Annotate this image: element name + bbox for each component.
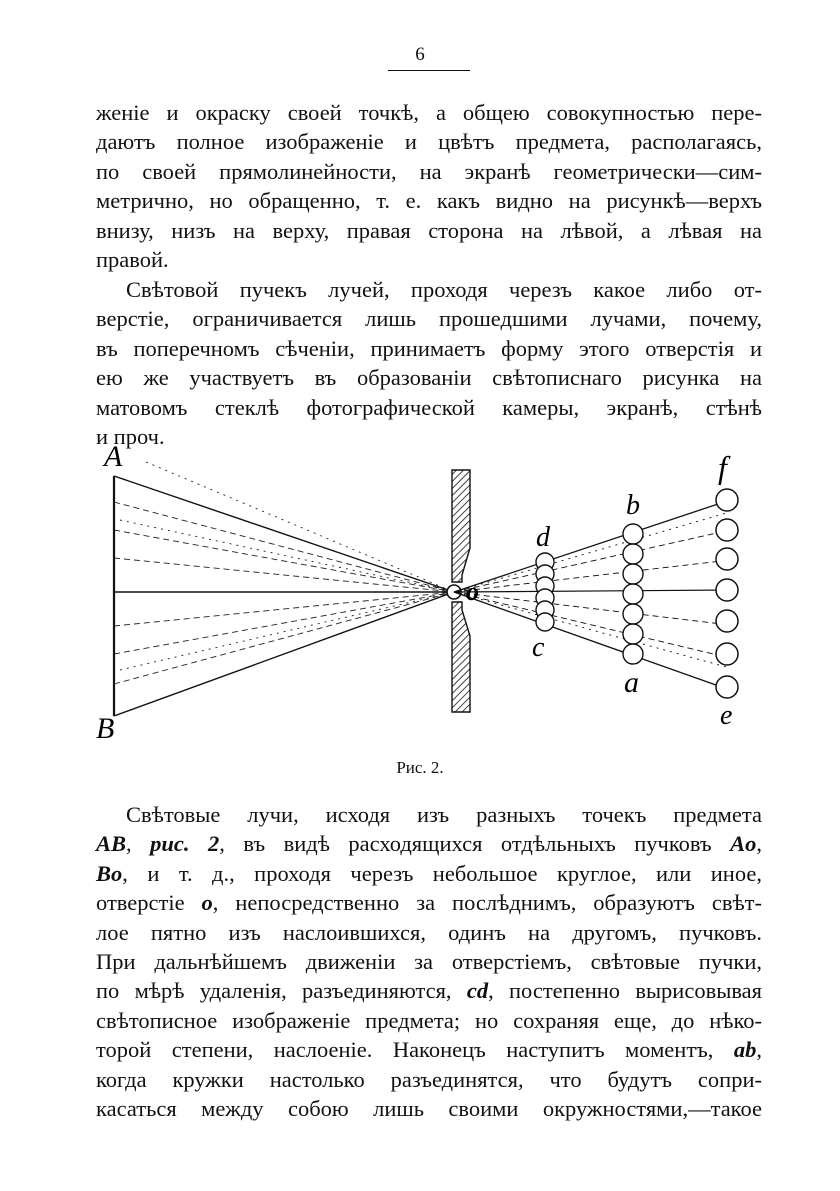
text-line: свѣтописное изображеніе предмета; но сохраняя еще, до нѣко- xyxy=(96,1007,762,1033)
label-f: f xyxy=(718,449,727,485)
text-fragment: по мѣрѣ удаленія, разъединяются, xyxy=(96,978,467,1004)
text-line xyxy=(96,888,762,917)
text-line: верстіе, ограничивается лишь прошедшими лучами, почему, xyxy=(96,306,762,332)
text-fragment: отверстіе xyxy=(96,890,202,916)
circles-ab-touching xyxy=(623,524,643,664)
ref-ab: AB xyxy=(96,831,127,857)
text-line: Свѣтовой пучекъ лучей, проходя черезъ какое либо от- xyxy=(126,277,762,302)
text-line: матовомъ стеклѣ фотографической камеры, экранѣ, стѣнѣ xyxy=(96,394,762,420)
page-number: 6 xyxy=(415,44,425,65)
text-line: ею же участвуетъ въ образованіи свѣтописнаго рисунка на xyxy=(96,365,762,391)
label-a-upper: A xyxy=(104,440,123,473)
text-fragment: , и т. д., проходя черезъ небольшое круглое, или иное, xyxy=(122,860,762,886)
text-fragment: , постепенно вырисовывая xyxy=(488,978,762,1004)
label-c: c xyxy=(532,632,545,663)
text-fragment: , непосредственно за послѣднимъ, образуютъ свѣт- xyxy=(212,890,762,916)
paragraph-2 xyxy=(96,275,762,451)
figure-caption: Рис. 2. xyxy=(396,758,444,777)
paragraph-1 xyxy=(96,98,762,274)
text-fragment: , xyxy=(126,831,151,857)
text-line: по своей прямолинейности, на экранѣ геометрически—сим- xyxy=(96,158,762,184)
text-line: внизу, низъ на верху, правая сторона на лѣвой, а лѣвая на xyxy=(96,217,762,243)
ref-cd: cd xyxy=(466,978,489,1004)
label-a-lower: a xyxy=(624,666,639,699)
text-line: лое пятно изъ наслоившихся, одинъ на другомъ, пучковъ. xyxy=(96,919,762,945)
text-line: касаться между собою лишь своими окружностями,—такое xyxy=(96,1095,762,1121)
page-number-rule xyxy=(388,70,470,71)
ref-o: o xyxy=(201,890,213,916)
text-line: метрично, но обращенно, т. е. какъ видно на рисункѣ—верхъ xyxy=(96,188,762,214)
text-line: женіе и окраску своей точкѣ, а общею совокупностью пере- xyxy=(96,100,762,125)
text-fragment: торой степени, наслоеніе. Наконецъ наступитъ моментъ, xyxy=(96,1037,734,1063)
text-line: даютъ полное изображеніе и цвѣтъ предмета, располагаясь, xyxy=(96,129,762,155)
incoming-rays xyxy=(114,462,454,684)
ref-ab-lower: ab xyxy=(733,1037,757,1063)
text-line xyxy=(96,859,762,888)
text-line: въ поперечномъ сѣченіи, принимаетъ форму этого отверстія и xyxy=(96,335,762,361)
text-line: правой. xyxy=(96,246,169,272)
text-line: когда кружки настолько разъединятся, что будутъ сопри- xyxy=(96,1066,762,1092)
outgoing-rays xyxy=(454,500,730,690)
object-ab-outline xyxy=(114,476,454,716)
text-fragment: , xyxy=(756,1037,762,1063)
text-line xyxy=(96,976,762,1005)
text-fragment: , xyxy=(756,831,762,857)
text-line: При дальнѣйшемъ движеніи за отверстіемъ, свѣтовые пучки, xyxy=(96,948,762,974)
circles-cd-overlapping xyxy=(536,553,554,631)
label-d: d xyxy=(536,522,550,553)
figure-2-diagram xyxy=(90,440,780,750)
text-line xyxy=(96,829,762,858)
text-line: Свѣтовые лучи, исходя изъ разныхъ точекъ предмета xyxy=(126,802,762,827)
ref-bo: Bo xyxy=(96,860,123,886)
text-line xyxy=(96,1035,762,1064)
ref-ao: Ao xyxy=(730,831,757,857)
figure-reference: рис. 2 xyxy=(150,831,220,857)
circles-fe-separated xyxy=(716,489,738,698)
text-fragment: , въ видѣ расходящихся отдѣльныхъ пучковъ xyxy=(219,831,731,857)
text-line: и проч. xyxy=(96,423,165,449)
label-e: e xyxy=(720,700,733,731)
label-o: o xyxy=(466,577,479,606)
paragraph-3 xyxy=(96,800,762,1123)
label-b-lower: b xyxy=(626,490,640,521)
label-b-upper: B xyxy=(96,712,115,745)
